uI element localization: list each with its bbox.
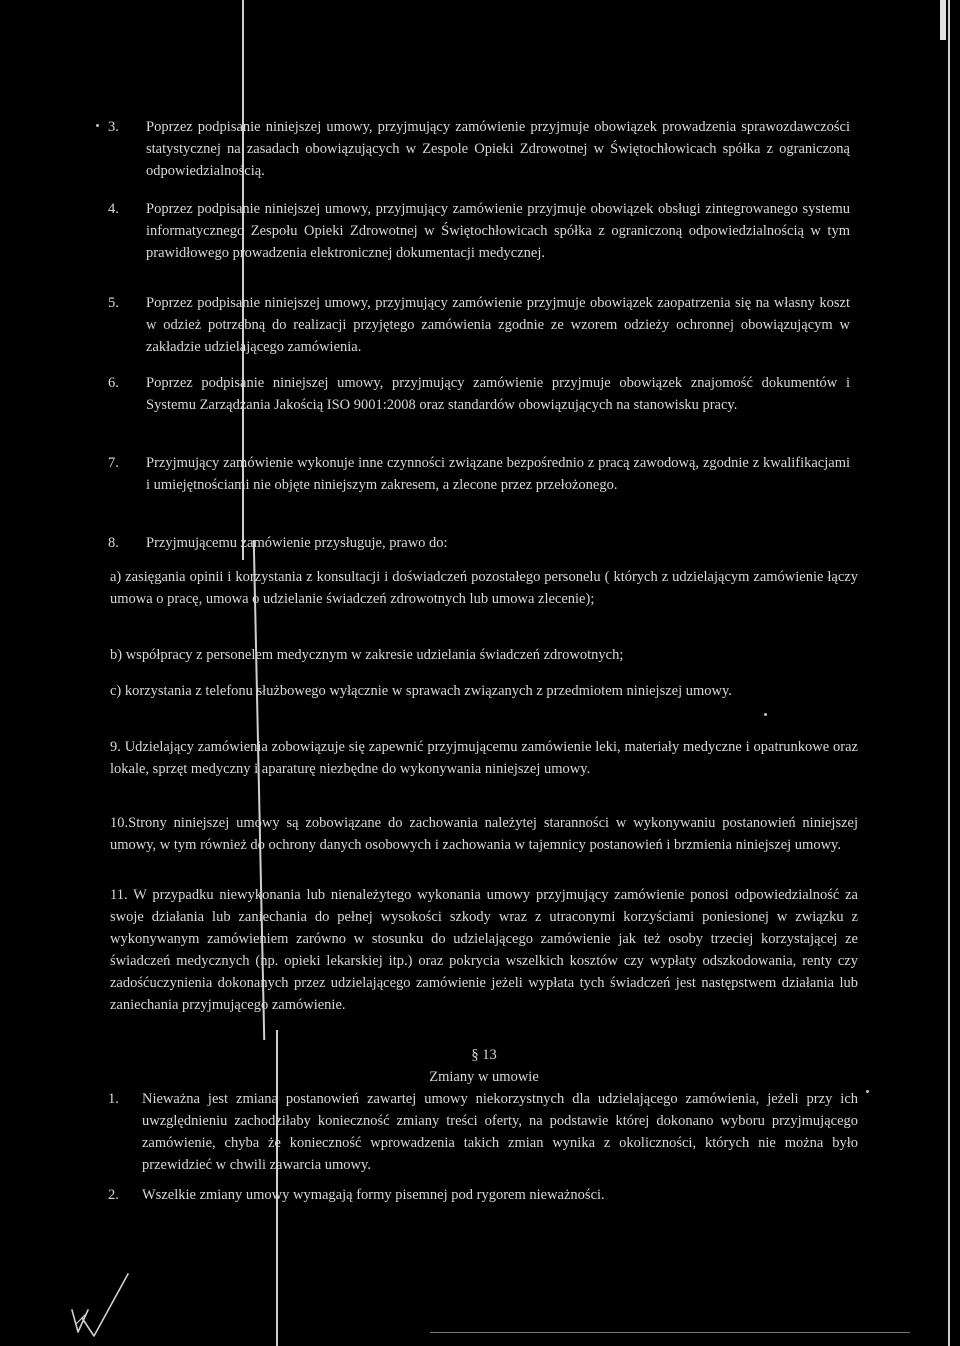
subitem-a: a) zasięgania opinii i korzystania z konsultacji i doświadczeń pozostałego personelu ( których z udzielającym zamówienie łączy umowa o pracę, umowa o udzielanie świadczeń zdrowotnych lub umowa zlecenie);: [110, 569, 858, 607]
paragraph-4: [110, 198, 850, 264]
paragraph-11: 11. W przypadku niewykonania lub nienależytego wykonania umowy przyjmujący zamówienie ponosi odpowiedzialność za swoje działania lub zaniechania do pełnej wysokości szkody wraz z utraconymi korzyściami poniesionej w związku z wykonywanym zamówieniem zarówno w stosunku do udzielającego zamówienie jak też osoby trzeciej korzystającej ze świadczeń medycznych (np. opieki lekarskiej itp.) oraz pokrycia wszelkich kosztów czy wypłaty odszkodowania, renty czy zadośćuczynienia dokonanych przez udzielającego zamówienie jeżeli wypłata tych świadczeń jest następstwem działania lub zaniechania przyjmującego zamówienie.: [110, 887, 858, 1013]
item-text: Poprzez podpisanie niniejszej umowy, przyjmujący zamówienie przyjmuje obowiązek obsługi zintegrowanego systemu informatycznego Zespołu Opieki Zdrowotnej w Świętochłowicach spółka z ograniczoną odpowiedzialnością w tym prawidłowego prowadzenia elektronicznej dokumentacji medycznej.: [146, 201, 850, 261]
item-text: Poprzez podpisanie niniejszej umowy, przyjmujący zamówienie przyjmuje obowiązek zaopatrzenia się na własny koszt w odzież potrzebną do realizacji przyjętego zamówienia zgodnie ze wzorem odzieży ochronnej obowiązującym w zakładzie udzielającego zamówienia.: [146, 295, 850, 355]
item-number: 8.: [108, 535, 119, 551]
item-text: Przyjmującemu zamówienie przysługuje, prawo do:: [146, 535, 448, 551]
paragraph-5: [110, 292, 850, 358]
item-number: 4.: [108, 201, 119, 217]
item-text: Poprzez podpisanie niniejszej umowy, przyjmujący zamówienie przyjmuje obowiązek prowadzenia sprawozdawczości statystycznej na zasadach obowiązujących w Zespole Opieki Zdrowotnej w Świętochłowicach spółka z ograniczoną odpowiedzialnością.: [146, 119, 850, 179]
paragraph-9: 9. Udzielający zamówienia zobowiązuje się zapewnić przyjmującemu zamówienie leki, materiały medyczne i opatrunkowe oraz lokale, sprzęt medyczny i aparaturę niezbędne do wykonywania niniejszej umowy.: [110, 739, 858, 777]
paragraph-10: 10.Strony niniejszej umowy są zobowiązane do zachowania należytej staranności w wykonywaniu postanowień niniejszej umowy, w tym również do ochrony danych osobowych i zachowania w tajemnicy postanowień i brzmienia niniejszej umowy.: [110, 815, 858, 853]
signature-initials: [64, 1270, 134, 1340]
item-text: Przyjmujący zamówienie wykonuje inne czynności związane bezpośrednio z pracą zawodową, zgodnie z kwalifikacjami i umiejętnościami nie objęte niniejszym zakresem, a zlecone przez przełożonego.: [146, 455, 850, 493]
item-number: 7.: [108, 455, 119, 471]
paragraph-7: [110, 452, 850, 496]
scan-edge-line: [948, 0, 950, 1346]
s13-paragraph-2: [110, 1184, 858, 1206]
section-title: Zmiany w umowie: [429, 1069, 539, 1085]
section-symbol: § 13: [471, 1047, 497, 1063]
subitem-c: c) korzystania z telefonu służbowego wyłącznie w sprawach związanych z przedmiotem niniejszej umowy.: [110, 683, 732, 699]
item-text: Poprzez podpisanie niniejszej umowy, przyjmujący zamówienie przyjmuje obowiązek znajomość dokumentów i Systemu Zarządzania Jakością ISO 9001:2008 oraz standardów obowiązujących na stanowisku pracy.: [146, 375, 850, 413]
item-text: Nieważna jest zmiana postanowień zawartej umowy niekorzystnych dla udzielającego zamówienia, jeżeli przy ich uwzględnieniu zachodziłaby konieczność zmiany treści oferty, na podstawie której dokonano wyboru przyjmującego zamówienie, chyba że konieczność wprowadzenia takich zmian wynika z okoliczności, których nie można było przewidzieć w chwili zawarcia umowy.: [142, 1091, 858, 1173]
paragraph-3: [110, 116, 850, 182]
scan-speck: [96, 124, 99, 127]
item-number: 5.: [108, 295, 119, 311]
subitem-b: b) współpracy z personelem medycznym w zakresie udzielania świadczeń zdrowotnych;: [110, 647, 624, 663]
item-number: 1.: [108, 1091, 119, 1107]
item-text: Wszelkie zmiany umowy wymagają formy pisemnej pod rygorem nieważności.: [142, 1187, 605, 1203]
paragraph-8: [110, 532, 850, 554]
scan-edge-line-thick: [940, 0, 946, 40]
scan-speck: [764, 713, 767, 716]
bottom-rule: [430, 1332, 910, 1333]
s13-paragraph-1: [110, 1088, 858, 1176]
item-number: 6.: [108, 375, 119, 391]
item-number: 2.: [108, 1187, 119, 1203]
item-number: 3.: [108, 119, 119, 135]
paragraph-6: [110, 372, 850, 416]
scan-speck: [866, 1090, 869, 1093]
